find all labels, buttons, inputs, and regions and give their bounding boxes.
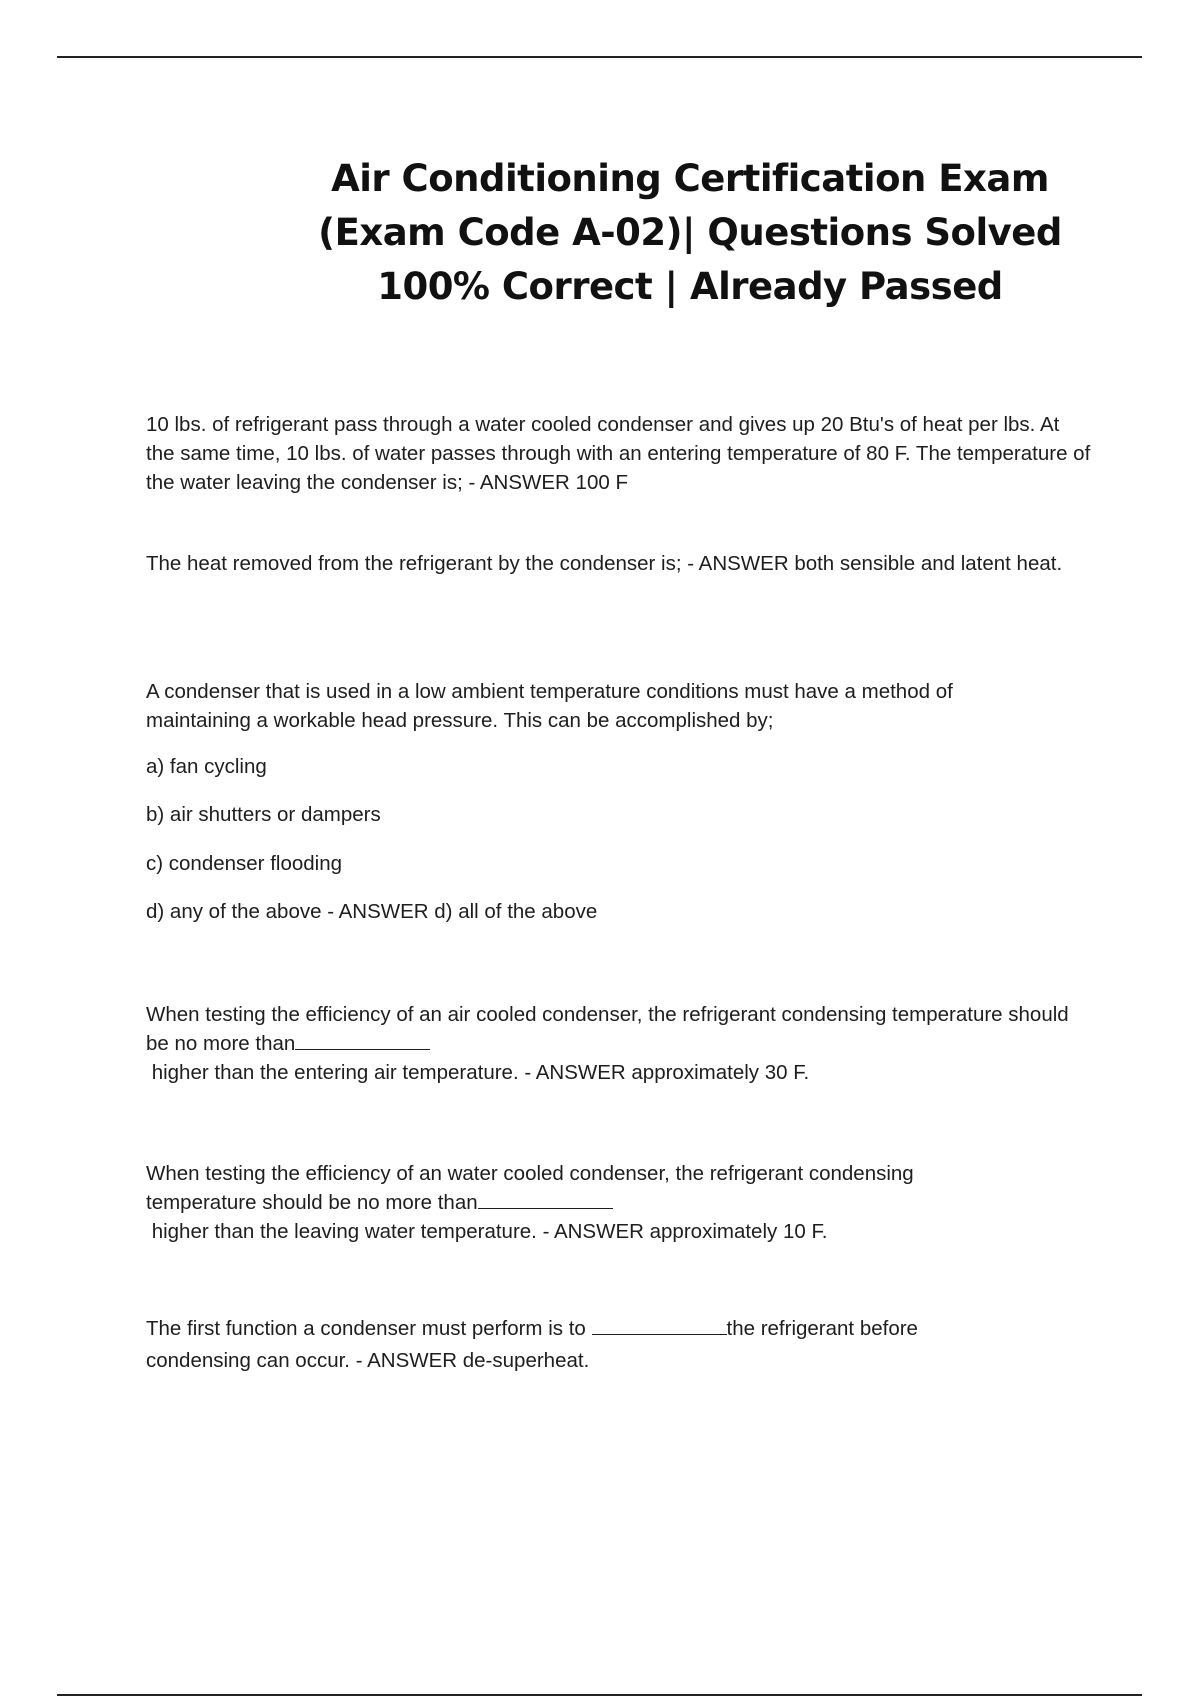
document-title: Air Conditioning Certification Exam (Exam Code A-02)| Questions Solved 100% Correct | Already Passed bbox=[318, 157, 1062, 308]
option-d: d) any of the above - ANSWER d) all of the above bbox=[146, 900, 598, 923]
question-5 bbox=[146, 1159, 1006, 1246]
answer-blank bbox=[592, 1314, 727, 1335]
option-b: b) air shutters or dampers bbox=[146, 803, 381, 826]
question-6-text-after: the refrigerant before condensing can occur. - ANSWER de-superheat. bbox=[146, 1317, 918, 1372]
question-3: A condenser that is used in a low ambient temperature conditions must have a method of maintaining a workable head pressure. This can be accomplished by; bbox=[146, 680, 953, 732]
header-rule bbox=[57, 56, 1142, 58]
option-a: a) fan cycling bbox=[146, 755, 267, 778]
option-c: c) condenser flooding bbox=[146, 852, 343, 875]
question-4-text-after: higher than the entering air temperature. - ANSWER approximately 30 F. bbox=[146, 1061, 810, 1084]
question-5-text-before: When testing the efficiency of an water cooled condenser, the refrigerant condensing temperature should be no more than bbox=[146, 1162, 914, 1214]
question-4 bbox=[146, 1000, 1091, 1087]
question-6-text-before: The first function a condenser must perform is to bbox=[146, 1317, 592, 1340]
question-6 bbox=[146, 1313, 1026, 1377]
question-5-text-after: higher than the leaving water temperature. - ANSWER approximately 10 F. bbox=[146, 1220, 828, 1243]
question-4-text-before: When testing the efficiency of an air cooled condenser, the refrigerant condensing temperature should be no more than bbox=[146, 1003, 1069, 1055]
answer-blank bbox=[478, 1188, 613, 1209]
question-1: 10 lbs. of refrigerant pass through a water cooled condenser and gives up 20 Btu's of heat per lbs. At the same time, 10 lbs. of water passes through with an entering temperature of 80 F. The temperature of the water leaving the condenser is; - ANSWER 100 F bbox=[146, 413, 1091, 494]
answer-blank bbox=[295, 1029, 430, 1050]
footer-rule bbox=[57, 1694, 1142, 1696]
question-2: The heat removed from the refrigerant by the condenser is; - ANSWER both sensible and latent heat. bbox=[146, 552, 1063, 575]
